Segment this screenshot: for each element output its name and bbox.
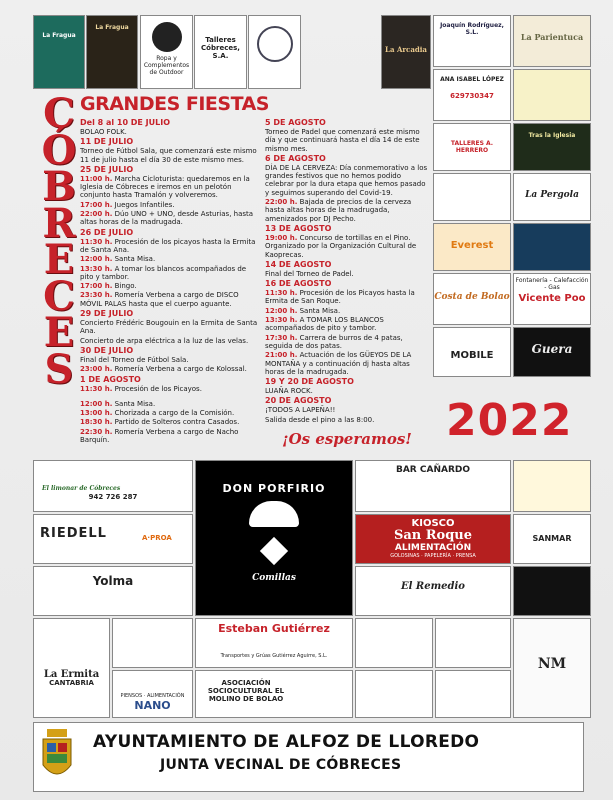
- sponsor-kiosco: [355, 514, 511, 564]
- schedule-item: 22:30 h. Romería Verbena a cargo de Nacho Barquín.: [80, 427, 239, 445]
- schedule-item: 22:00 h. Dúo UNO + UNO, desde Asturias, hasta altas horas de la madrugada.: [80, 210, 254, 227]
- schedule-item: DÍA DE LA CERVEZA: Día conmemorativo a los grandes festivos que no hemos podido celebrar por la dura etapa que hemos pasado y seguimos superando del Covid-19.: [265, 163, 428, 197]
- sponsor-phone: 629730347: [450, 92, 494, 100]
- sponsor-desc: Fontanería - Calefacción - Gas: [515, 277, 589, 291]
- sponsor-car: [435, 670, 511, 718]
- sponsor-name: Vicente Poo: [518, 293, 586, 304]
- sponsor-name: DON PORFIRIO: [222, 482, 326, 495]
- schedule-date: 20 DE AGOSTO: [265, 396, 332, 406]
- sponsor-name: El Remedio: [401, 581, 465, 592]
- schedule-item: 19:00 h. Concurso de tortillas en el Pino. Organizado por la Organización Cultural de Kaoprecas.: [265, 233, 417, 259]
- sponsor-small-1: [513, 460, 591, 512]
- sponsor-sanmar: [513, 514, 591, 564]
- schedule-item: 13:30 h. A tomar los blancos acompañados de pito y tambor.: [80, 264, 247, 281]
- sponsor-el-remedio: [355, 566, 511, 616]
- schedule-time: 11:00 h.: [80, 174, 113, 183]
- schedule-date: 11 DE JULIO: [80, 137, 134, 147]
- sponsor-name: RIEDELL: [40, 526, 107, 541]
- schedule-item: Final del Torneo de Padel.: [265, 269, 354, 278]
- sponsor-talleres-herrero: [433, 123, 511, 171]
- sponsor-name: KIOSCO: [411, 518, 455, 529]
- schedule-date: 14 DE AGOSTO: [265, 259, 332, 269]
- sponsor-name: BAR CAÑARDO: [395, 465, 470, 475]
- title-letter: S: [44, 345, 74, 393]
- sponsor-name: La Ermita: [43, 669, 100, 680]
- schedule-time: 19:00 h.: [265, 233, 298, 242]
- sponsor-limpieza: [435, 618, 511, 668]
- sponsor-name: Yolma: [92, 574, 134, 588]
- sponsor-restaurante: [355, 670, 433, 718]
- sponsor-bar-canardo: [355, 460, 511, 512]
- schedule-item: 17:30 h. Carrera de burros de 4 patas, seguida de dos patas.: [265, 333, 403, 350]
- sponsor-yolma: [33, 566, 193, 616]
- sponsor-restaurant: [513, 69, 591, 121]
- sponsor-name: ANA ISABEL LÓPEZ: [440, 76, 504, 83]
- schedule-time: 13:30 h.: [80, 264, 113, 273]
- schedule-item: 11:00 h. Marcha Cicloturista: quedaremos en la Iglesia de Cóbreces e iremos en un pelotón conjunto hasta Tramalón y volveremos.: [80, 174, 250, 200]
- sponsor-vicente-poo: [513, 273, 591, 325]
- schedule-date: 5 DE AGOSTO: [265, 118, 326, 127]
- schedule-time: 23:30 h.: [80, 291, 113, 300]
- schedule-item: 11:30 h. Procesión de los Picayos.: [80, 384, 202, 393]
- schedule-time: 12:00 h.: [80, 255, 113, 264]
- schedule-time: 23:00 h.: [80, 365, 113, 374]
- schedule-item: LUAÑA ROCK.: [265, 387, 313, 396]
- sponsor-parientuca: [513, 15, 591, 67]
- schedule-date: Del 8 al 10 DE JULIO: [80, 118, 171, 127]
- sponsor-riedell: [33, 514, 193, 564]
- sponsor-name: La Fragua: [42, 32, 76, 39]
- sponsor-don-porfirio: [195, 460, 353, 616]
- sponsor-everest: [433, 223, 511, 271]
- sponsor-name-2: A·PROA: [142, 534, 172, 542]
- outdoor-logo-icon: [152, 22, 182, 52]
- schedule-date: 26 DE JULIO: [80, 227, 134, 237]
- footer-line-2: JUNTA VECINAL DE CÓBRECES: [160, 757, 402, 773]
- sponsor-name: La Parientuca: [520, 32, 584, 42]
- sponsor-name: Tras la Iglesia: [528, 132, 576, 139]
- sponsor-name: Guera: [531, 342, 573, 356]
- sponsor-verde: [513, 223, 591, 271]
- sponsor-pergola: [513, 173, 591, 221]
- schedule-item: 17:00 h. Juegos Infantiles.: [80, 200, 175, 209]
- sponsor-quesos: [112, 618, 193, 668]
- schedule-item: 12:00 h. Santa Misa.: [80, 399, 156, 408]
- sponsor-small: GOLOSINAS · PAPELERÍA · PRENSA: [390, 553, 476, 559]
- title-letter: C: [43, 90, 75, 137]
- title-letter: E: [43, 236, 75, 283]
- sponsor-outdoor: [140, 15, 193, 89]
- schedule-item: Salida desde el pino a las 8:00.: [265, 415, 375, 424]
- schedule-item: 21:00 h. Actuación de los GÜEYOS DE LA MONTAÑA y a continuación dj hasta altas horas de la madrugada.: [265, 351, 412, 376]
- title-letter: B: [42, 163, 76, 210]
- schedule-time: 22:30 h.: [80, 427, 113, 436]
- schedule-item: ¡TODOS A LAPEÑA!!: [265, 406, 336, 415]
- sponsor-mobile: [433, 327, 511, 377]
- schedule-time: 17:30 h.: [265, 333, 298, 342]
- schedule-time: 11:30 h.: [80, 237, 113, 246]
- sponsor-esteban: [195, 618, 353, 668]
- schedule-date: 16 DE AGOSTO: [265, 279, 332, 289]
- schedule-item: 12:00 h. Santa Misa.: [80, 255, 156, 264]
- schedule-time: 11:30 h.: [265, 289, 298, 298]
- schedule-item: 11:30 h. Procesión de los picayos hasta la Ermita de Santa Ana.: [80, 237, 256, 254]
- schedule-time: 22:00 h.: [265, 198, 298, 207]
- sponsor-garden: [355, 618, 433, 668]
- sponsor-guera: [513, 327, 591, 377]
- title-letter: R: [42, 199, 76, 247]
- sponsor-name-2: San Roque: [393, 528, 473, 543]
- sponsor-name: La Arcadia: [385, 45, 427, 54]
- schedule-left-column: [80, 118, 258, 445]
- sponsor-la-fragua: [33, 15, 85, 89]
- sponsor-location: Comillas: [252, 573, 296, 583]
- sponsor-asociacion: [195, 670, 353, 718]
- schedule-item: 13:30 h. A TOMAR LOS BLANCOS acompañados de pito y tambor.: [265, 316, 384, 333]
- sponsor-arquitectura: [513, 566, 591, 616]
- sponsor-phone: 942 726 287: [88, 493, 138, 501]
- schedule-item: 18:30 h. Partido de Solteros contra Casados.: [80, 418, 240, 427]
- schedule-item: 11:30 h. Procesión de los Picayos hasta la Ermita de San Roque.: [265, 289, 415, 306]
- schedule-item: Concierto Frédéric Bougouin en la Ermita de Santa Ana.: [80, 319, 258, 336]
- sponsor-talleres-cobreces: [194, 15, 247, 89]
- sponsor-joaquin: [433, 15, 511, 67]
- title-letter: Ó: [41, 126, 77, 174]
- sponsor-sub: ALIMENTACIÓN: [394, 543, 472, 553]
- schedule-item: 13:00 h. Chorizada a cargo de la Comisión.: [80, 409, 235, 418]
- sponsor-name: MOBILE: [450, 350, 494, 361]
- schedule-item: Final del Torneo de Fútbol Sala.: [80, 355, 189, 364]
- sponsor-nano: [112, 670, 193, 718]
- sponsor-name: Costa de Bolao: [434, 292, 510, 302]
- schedule-time: 18:30 h.: [80, 418, 113, 427]
- schedule-time: 22:00 h.: [80, 210, 113, 219]
- schedule-time: 13:30 h.: [265, 316, 298, 325]
- title-letter: C: [43, 272, 75, 320]
- schedule-item: 12:00 h. Santa Misa.: [265, 306, 341, 315]
- schedule-date: 19 Y 20 DE AGOSTO: [265, 377, 354, 387]
- schedule-date: 13 DE AGOSTO: [265, 223, 332, 233]
- year-label: 2022: [446, 395, 573, 446]
- sponsor-sub: PIENSOS · ALIMENTACIÓN: [120, 693, 185, 699]
- schedule-time: 17:00 h.: [80, 200, 113, 209]
- sponsor-name: Talleres Cóbreces, S.A.: [201, 36, 240, 60]
- schedule-date: 1 DE AGOSTO: [80, 374, 141, 384]
- title-letter: E: [43, 309, 75, 356]
- sponsor-bar: [433, 173, 511, 221]
- schedule-date: 29 DE JULIO: [80, 309, 134, 319]
- coat-of-arms-icon: [39, 729, 75, 785]
- sponsor-ana-isabel: [433, 69, 511, 121]
- greeting-text: ¡Os esperamos!: [282, 430, 412, 448]
- schedule-time: 12:00 h.: [80, 399, 113, 408]
- sponsor-name: El limonar de Cóbreces: [42, 485, 121, 492]
- bowtie-icon: [260, 537, 288, 565]
- sponsor-name: La Pergola: [525, 190, 579, 200]
- sponsor-el-limonar: [33, 460, 193, 512]
- sponsor-la-ermita: [33, 618, 110, 718]
- sponsor-costa-bolao: [433, 273, 511, 325]
- sponsor-tras-iglesia: [513, 123, 591, 171]
- schedule-time: 12:00 h.: [265, 306, 298, 315]
- sponsor-name: Esteban Gutiérrez: [218, 622, 330, 635]
- schedule-time: 11:30 h.: [80, 384, 113, 393]
- sponsor-name: SANMAR: [532, 534, 572, 543]
- sponsor-name: Ropa y Complementos de Outdoor: [143, 55, 190, 76]
- sponsor-seal: [248, 15, 301, 89]
- sponsor-name: TALLERES A. HERRERO: [450, 140, 494, 154]
- hat-icon: [249, 501, 299, 527]
- sponsor-name: NANO: [134, 699, 171, 712]
- schedule-item: Torneo de Fútbol Sala, que comenzará este mismo 11 de julio hasta el día 30 de este mismo mes.: [80, 147, 257, 164]
- schedule-item: 23:00 h. Romería Verbena a cargo de Kolossal.: [80, 365, 247, 374]
- vertical-town-title: [37, 90, 81, 393]
- schedule-date: 25 DE JULIO: [80, 164, 134, 174]
- schedule-right-column: [265, 118, 430, 425]
- page-title: GRANDES FIESTAS: [80, 93, 269, 115]
- sponsor-name: NM: [537, 656, 567, 672]
- schedule-date: 30 DE JULIO: [80, 345, 134, 355]
- schedule-item: Torneo de Padel que comenzará este mismo día y que continuará hasta el día 14 de este mismo mes.: [265, 128, 420, 153]
- schedule-item: BOLAO FOLK.: [80, 128, 127, 136]
- sponsor-name: Everest: [450, 240, 494, 251]
- sponsor-name: Joaquín Rodríguez, S.L.: [440, 22, 504, 36]
- schedule-item: 23:30 h. Romería Verbena a cargo de DISCO MÓVIL PALAS hasta que el cuerpo aguante.: [80, 291, 239, 308]
- emblem-icon: [257, 26, 293, 62]
- schedule-item: 17:00 h. Bingo.: [80, 282, 137, 291]
- schedule-date: 6 DE AGOSTO: [265, 153, 326, 163]
- sponsor-name: La Fragua: [95, 24, 129, 31]
- schedule-time: 17:00 h.: [80, 282, 113, 291]
- sponsor-sub: CANTABRIA: [49, 679, 94, 687]
- schedule-time: 13:00 h.: [80, 409, 113, 418]
- sponsor-sub: Transportes y Grúas Gutiérrez Aguirre, S.L.: [220, 653, 328, 659]
- sponsor-la-fragua-2: [86, 15, 138, 89]
- sponsor-name: ASOCIACIÓN SOCIOCULTURAL EL MOLINO DE BOLAO: [207, 679, 285, 703]
- schedule-time: 21:00 h.: [265, 351, 298, 360]
- footer-line-1: AYUNTAMIENTO DE ALFOZ DE LLOREDO: [93, 732, 480, 752]
- schedule-item: 22:00 h. Bajada de precios de la cerveza hasta altas horas de la madrugada, amenizados por DJ Pecho.: [265, 198, 412, 223]
- sponsor-nm: [513, 618, 591, 718]
- sponsor-arcadia: [381, 15, 431, 89]
- schedule-item: Concierto de arpa eléctrica a la luz de las velas.: [80, 336, 249, 345]
